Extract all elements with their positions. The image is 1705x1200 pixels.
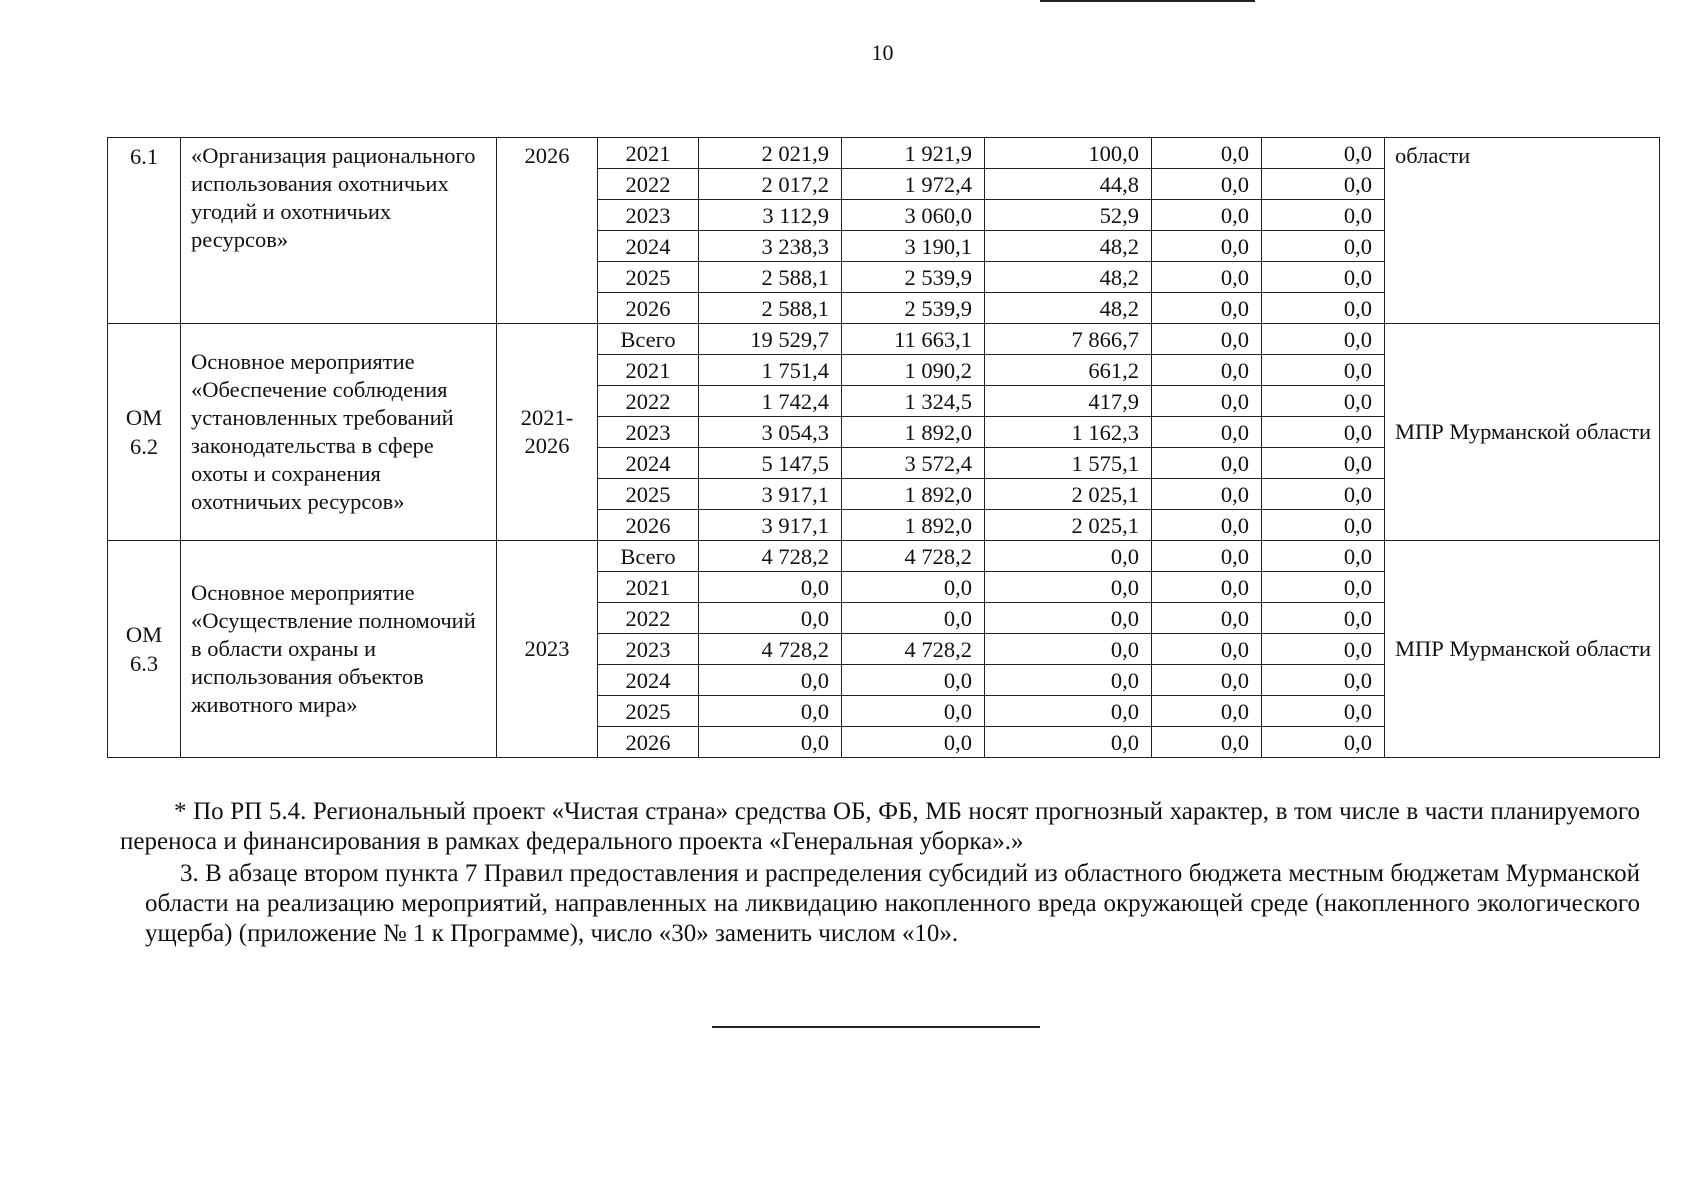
ob-cell: 0,0 (842, 696, 985, 727)
year-cell: 2025 (598, 262, 699, 293)
fb-cell: 1 575,1 (985, 448, 1152, 479)
vb-cell: 0,0 (1262, 417, 1385, 448)
fb-cell: 2 025,1 (985, 510, 1152, 541)
vb-cell: 0,0 (1262, 665, 1385, 696)
vb-cell: 0,0 (1262, 169, 1385, 200)
total-cell: 0,0 (699, 603, 842, 634)
total-cell: 19 529,7 (699, 324, 842, 355)
mb-cell: 0,0 (1152, 541, 1262, 572)
financing-table (107, 137, 1660, 758)
responsible-executor: МПР Мурманской области (1385, 324, 1660, 541)
total-cell: 3 238,3 (699, 231, 842, 262)
year-cell: 2024 (598, 665, 699, 696)
fb-cell: 0,0 (985, 603, 1152, 634)
vb-cell: 0,0 (1262, 696, 1385, 727)
total-cell: 2 588,1 (699, 262, 842, 293)
year-cell: 2023 (598, 634, 699, 665)
implementation-period: 2026 (497, 138, 598, 324)
fb-cell: 0,0 (985, 696, 1152, 727)
ob-cell: 3 572,4 (842, 448, 985, 479)
responsible-executor: МПР Мурманской области (1385, 541, 1660, 758)
fb-cell: 661,2 (985, 355, 1152, 386)
measure-name: «Организация рационального использования охотничьих угодий и охотничьих ресурсов» (181, 138, 497, 324)
mb-cell: 0,0 (1152, 417, 1262, 448)
vb-cell: 0,0 (1262, 448, 1385, 479)
fb-cell: 7 866,7 (985, 324, 1152, 355)
year-cell: 2026 (598, 510, 699, 541)
fb-cell: 2 025,1 (985, 479, 1152, 510)
year-cell: 2022 (598, 386, 699, 417)
vb-cell: 0,0 (1262, 603, 1385, 634)
mb-cell: 0,0 (1152, 727, 1262, 758)
vb-cell: 0,0 (1262, 727, 1385, 758)
year-cell: 2023 (598, 417, 699, 448)
ob-cell: 1 892,0 (842, 417, 985, 448)
year-cell: 2025 (598, 696, 699, 727)
year-cell: 2024 (598, 231, 699, 262)
total-cell: 4 728,2 (699, 541, 842, 572)
mb-cell: 0,0 (1152, 510, 1262, 541)
mb-cell: 0,0 (1152, 200, 1262, 231)
total-cell: 0,0 (699, 696, 842, 727)
ob-cell: 0,0 (842, 727, 985, 758)
year-cell: 2021 (598, 355, 699, 386)
mb-cell: 0,0 (1152, 603, 1262, 634)
measure-code: 6.1 (108, 138, 181, 324)
vb-cell: 0,0 (1262, 293, 1385, 324)
total-cell: 2 017,2 (699, 169, 842, 200)
total-cell: 2 021,9 (699, 138, 842, 169)
notes-section (120, 797, 1640, 949)
ob-cell: 1 921,9 (842, 138, 985, 169)
total-cell: 3 917,1 (699, 479, 842, 510)
mb-cell: 0,0 (1152, 293, 1262, 324)
fb-cell: 0,0 (985, 634, 1152, 665)
year-cell: 2022 (598, 603, 699, 634)
fb-cell: 48,2 (985, 262, 1152, 293)
mb-cell: 0,0 (1152, 355, 1262, 386)
mb-cell: 0,0 (1152, 324, 1262, 355)
vb-cell: 0,0 (1262, 200, 1385, 231)
mb-cell: 0,0 (1152, 665, 1262, 696)
mb-cell: 0,0 (1152, 386, 1262, 417)
mb-cell: 0,0 (1152, 448, 1262, 479)
mb-cell: 0,0 (1152, 696, 1262, 727)
table-row (108, 138, 1660, 169)
vb-cell: 0,0 (1262, 355, 1385, 386)
ob-cell: 0,0 (842, 665, 985, 696)
total-cell: 1 742,4 (699, 386, 842, 417)
total-cell: 5 147,5 (699, 448, 842, 479)
vb-cell: 0,0 (1262, 479, 1385, 510)
measure-name: Основное мероприятие «Осуществление полномочий в области охраны и использования объектов животного мира» (181, 541, 497, 758)
ob-cell: 4 728,2 (842, 541, 985, 572)
total-cell: 0,0 (699, 665, 842, 696)
responsible-executor: области (1385, 138, 1660, 324)
vb-cell: 0,0 (1262, 262, 1385, 293)
measure-name: Основное мероприятие «Обеспечение соблюдения установленных требований законодательства в сфере охоты и сохранения охотничьих ресурсов» (181, 324, 497, 541)
mb-cell: 0,0 (1152, 634, 1262, 665)
year-cell: 2024 (598, 448, 699, 479)
mb-cell: 0,0 (1152, 169, 1262, 200)
total-cell: 3 054,3 (699, 417, 842, 448)
fb-cell: 417,9 (985, 386, 1152, 417)
mb-cell: 0,0 (1152, 479, 1262, 510)
fb-cell: 0,0 (985, 572, 1152, 603)
ob-cell: 1 892,0 (842, 479, 985, 510)
page-number: 10 (871, 40, 894, 65)
mb-cell: 0,0 (1152, 262, 1262, 293)
amendment-item-3: 3. В абзаце втором пункта 7 Правил предоставления и распределения субсидий из областного бюджета местным бюджетам Мурманской области на реализацию мероприятий, направленных на ликвидацию накопленного вреда окружающей среде (накопленного экологического ущерба) (приложение № 1 к Программе), число «30» заменить числом «10». (145, 860, 1640, 947)
total-cell: 3 917,1 (699, 510, 842, 541)
year-cell: 2021 (598, 572, 699, 603)
fb-cell: 48,2 (985, 293, 1152, 324)
year-cell: 2025 (598, 479, 699, 510)
ob-cell: 1 324,5 (842, 386, 985, 417)
year-cell: 2023 (598, 200, 699, 231)
total-cell: 0,0 (699, 572, 842, 603)
mb-cell: 0,0 (1152, 231, 1262, 262)
table-row (108, 324, 1660, 355)
vb-cell: 0,0 (1262, 634, 1385, 665)
ob-cell: 3 060,0 (842, 200, 985, 231)
vb-cell: 0,0 (1262, 572, 1385, 603)
vb-cell: 0,0 (1262, 138, 1385, 169)
fb-cell: 100,0 (985, 138, 1152, 169)
vb-cell: 0,0 (1262, 231, 1385, 262)
table-row (108, 541, 1660, 572)
top-rule (1040, 0, 1255, 2)
fb-cell: 1 162,3 (985, 417, 1152, 448)
ob-cell: 4 728,2 (842, 634, 985, 665)
fb-cell: 0,0 (985, 665, 1152, 696)
fb-cell: 0,0 (985, 727, 1152, 758)
measure-code: ОМ 6.3 (108, 541, 181, 758)
year-cell: Всего (598, 541, 699, 572)
ob-cell: 1 090,2 (842, 355, 985, 386)
total-cell: 2 588,1 (699, 293, 842, 324)
total-cell: 0,0 (699, 727, 842, 758)
fb-cell: 48,2 (985, 231, 1152, 262)
ob-cell: 1 892,0 (842, 510, 985, 541)
mb-cell: 0,0 (1152, 572, 1262, 603)
fb-cell: 0,0 (985, 541, 1152, 572)
ob-cell: 11 663,1 (842, 324, 985, 355)
mb-cell: 0,0 (1152, 138, 1262, 169)
bottom-rule (712, 1026, 1040, 1028)
total-cell: 4 728,2 (699, 634, 842, 665)
year-cell: 2026 (598, 293, 699, 324)
year-cell: 2026 (598, 727, 699, 758)
total-cell: 3 112,9 (699, 200, 842, 231)
ob-cell: 3 190,1 (842, 231, 985, 262)
year-cell: Всего (598, 324, 699, 355)
measure-code: ОМ 6.2 (108, 324, 181, 541)
ob-cell: 0,0 (842, 603, 985, 634)
ob-cell: 1 972,4 (842, 169, 985, 200)
footnote: * По РП 5.4. Региональный проект «Чистая страна» средства ОБ, ФБ, МБ носят прогнозный характер, в том числе в части планируемого переноса и финансирования в рамках федерального проекта «Генеральная уборка».» (120, 798, 1640, 855)
table-body (108, 138, 1660, 758)
fb-cell: 44,8 (985, 169, 1152, 200)
implementation-period: 2021- 2026 (497, 324, 598, 541)
fb-cell: 52,9 (985, 200, 1152, 231)
vb-cell: 0,0 (1262, 510, 1385, 541)
vb-cell: 0,0 (1262, 386, 1385, 417)
ob-cell: 2 539,9 (842, 262, 985, 293)
vb-cell: 0,0 (1262, 541, 1385, 572)
year-cell: 2022 (598, 169, 699, 200)
vb-cell: 0,0 (1262, 324, 1385, 355)
ob-cell: 0,0 (842, 572, 985, 603)
ob-cell: 2 539,9 (842, 293, 985, 324)
total-cell: 1 751,4 (699, 355, 842, 386)
year-cell: 2021 (598, 138, 699, 169)
implementation-period: 2023 (497, 541, 598, 758)
